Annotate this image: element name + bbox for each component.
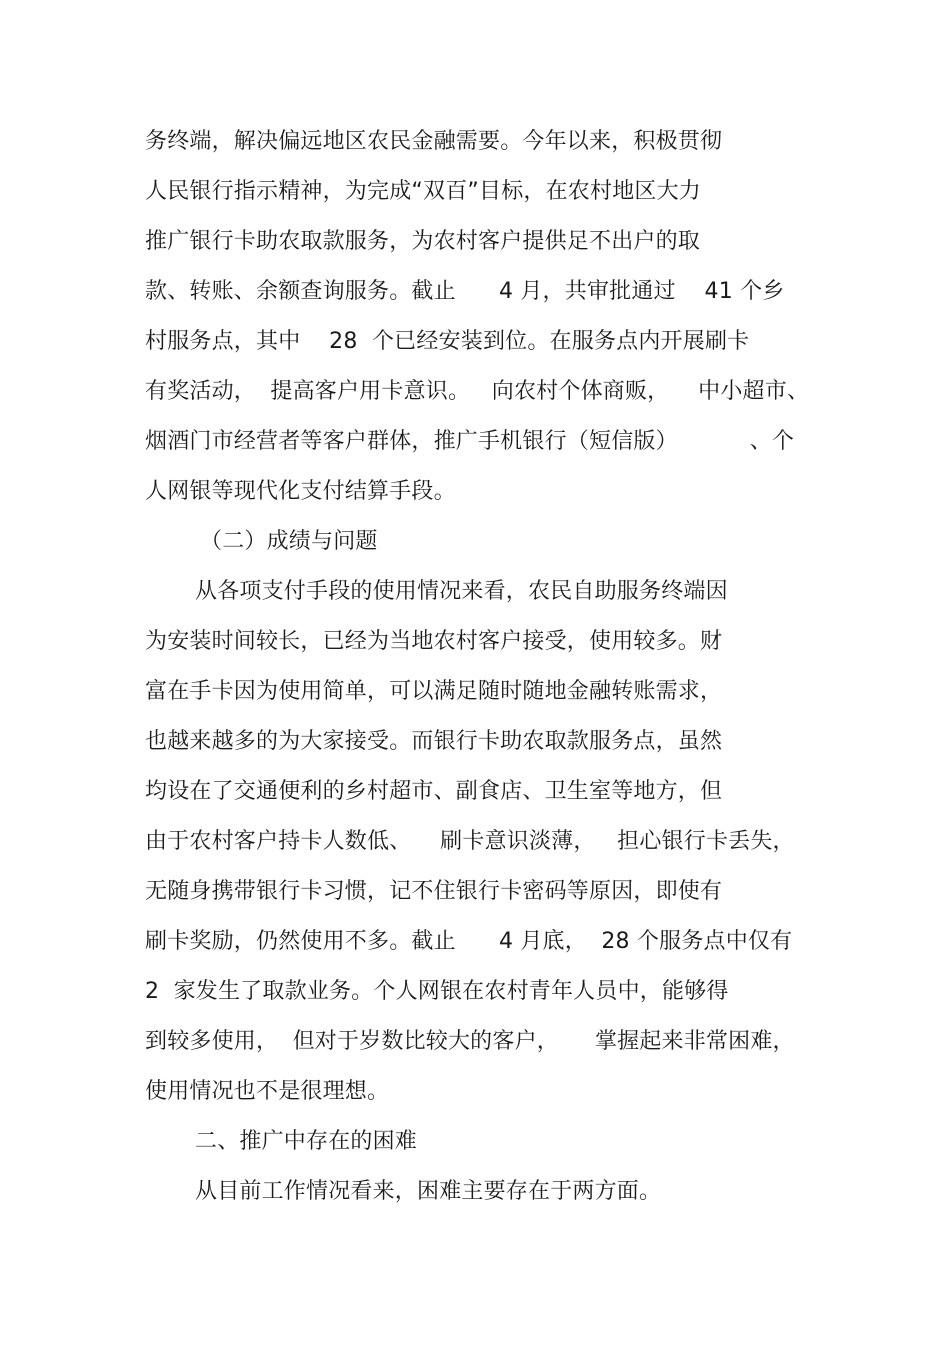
paragraph-line-20: 从目前工作情况看来，困难主要存在于两方面。 <box>195 1179 662 1204</box>
paragraph-line-7: 烟酒门市经营者等客户群体，推广手机银行（短信版） 、个 <box>145 429 795 454</box>
paragraph-line-17: 2 家发生了取款业务。个人网银在农村青年人员中，能够得 <box>145 979 729 1004</box>
paragraph-line-2: 人民银行指示精神，为完成“双百”目标，在农村地区大力 <box>145 179 701 204</box>
paragraph-line-10: 为安装时间较长，已经为当地农村客户接受，使用较多。财 <box>145 629 723 654</box>
paragraph-line-8: 人网银等现代化支付结算手段。 <box>145 479 456 504</box>
paragraph-line-12: 也越来越多的为大家接受。而银行卡助农取款服务点，虽然 <box>145 729 723 754</box>
paragraph-line-13: 均设在了交通便利的乡村超市、副食店、卫生室等地方，但 <box>145 779 723 804</box>
paragraph-line-5: 村服务点，其中 28 个已经安装到位。在服务点内开展刷卡 <box>145 329 750 354</box>
paragraph-line-4: 款、转账、余额查询服务。截止 4 月，共审批通过 41 个乡 <box>145 279 785 304</box>
paragraph-line-9: 从各项支付手段的使用情况来看，农民自助服务终端因 <box>195 579 728 604</box>
section-heading-difficulties: 二、推广中存在的困难 <box>195 1129 418 1154</box>
paragraph-line-19: 使用情况也不是很理想。 <box>145 1079 390 1104</box>
paragraph-line-11: 富在手卡因为使用简单，可以满足随时随地金融转账需求， <box>145 679 723 704</box>
paragraph-line-1: 务终端，解决偏远地区农民金融需要。今年以来，积极贯彻 <box>145 129 723 154</box>
paragraph-line-14: 由于农村客户持卡人数低、 刷卡意识淡薄， 担心银行卡丢失， <box>145 829 795 854</box>
section-heading-results: （二）成绩与问题 <box>200 529 378 554</box>
paragraph-line-6: 有奖活动， 提高客户用卡意识。 向农村个体商贩， 中小超市、 <box>145 379 810 404</box>
paragraph-line-16: 刷卡奖励，仍然使用不多。截止 4 月底， 28 个服务点中仅有 <box>145 929 793 954</box>
paragraph-line-3: 推广银行卡助农取款服务，为农村客户提供足不出户的取 <box>145 229 701 254</box>
paragraph-line-15: 无随身携带银行卡习惯，记不住银行卡密码等原因，即使有 <box>145 879 723 904</box>
paragraph-line-18: 到较多使用， 但对于岁数比较大的客户， 掌握起来非常困难， <box>145 1029 795 1054</box>
